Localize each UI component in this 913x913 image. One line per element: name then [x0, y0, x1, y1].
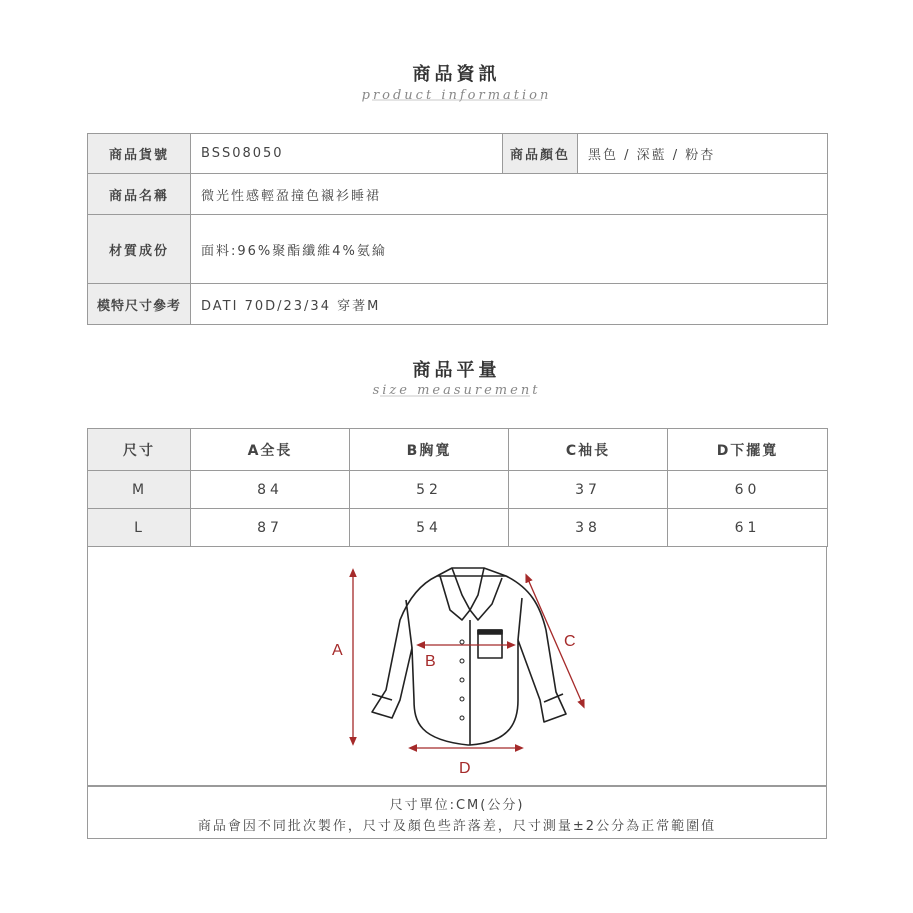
measurement-arrows: [353, 572, 583, 748]
info-section-title: 商品資訊: [412, 64, 501, 85]
size-cell: 54: [350, 509, 509, 547]
button: [460, 640, 464, 644]
size-section-subtitle: size measurement: [372, 383, 541, 398]
label-b: B: [425, 653, 436, 670]
notes-box: [87, 786, 827, 839]
shirt-body: [372, 576, 566, 745]
button: [460, 678, 464, 682]
material-value: 面料:96%聚酯纖維4%氨綸: [191, 215, 828, 284]
color-value: 黑色 / 深藍 / 粉杏: [578, 134, 828, 174]
collar-top: [437, 568, 506, 576]
button: [460, 716, 464, 720]
shirt-buttons: [460, 640, 464, 720]
size-header: A全長: [191, 429, 350, 471]
size-header: C袖長: [509, 429, 668, 471]
disclaimer-note: 商品會因不同批次製作，尺寸及顏色些許落差，尺寸測量±2公分為正常範圍值: [197, 819, 717, 834]
right-sleeve-seam: [518, 598, 522, 640]
label-c: C: [564, 633, 576, 650]
measurement-labels: [332, 633, 576, 777]
model-label: 模特尺寸參考: [88, 284, 191, 325]
size-cell: 61: [668, 509, 828, 547]
info-section-subtitle: product information: [361, 88, 552, 103]
size-cell: 52: [350, 471, 509, 509]
size-header: 尺寸: [88, 429, 191, 471]
size-cell: 60: [668, 471, 828, 509]
shirt-illustration: [372, 568, 566, 745]
sku-value: BSS08050: [191, 134, 503, 174]
model-value: DATI 70D/23/34 穿著M: [191, 284, 828, 325]
size-cell: 37: [509, 471, 668, 509]
size-header: D下擺寬: [668, 429, 828, 471]
sku-label: 商品貨號: [88, 134, 191, 174]
label-a: A: [332, 642, 343, 659]
size-section-title: 商品平量: [412, 360, 501, 381]
size-cell: M: [88, 471, 191, 509]
label-d: D: [459, 760, 471, 777]
name-label: 商品名稱: [88, 174, 191, 215]
unit-note: 尺寸單位:CM(公分): [389, 798, 525, 813]
name-value: 微光性感輕盈撞色襯衫睡裙: [191, 174, 828, 215]
size-cell: 38: [509, 509, 668, 547]
material-label: 材質成份: [88, 215, 191, 284]
size-cell: L: [88, 509, 191, 547]
color-label: 商品顏色: [503, 134, 578, 174]
size-cell: 87: [191, 509, 350, 547]
size-cell: 84: [191, 471, 350, 509]
button: [460, 659, 464, 663]
collar-left: [452, 568, 470, 610]
collar-right: [470, 568, 484, 610]
left-sleeve-seam: [406, 600, 412, 648]
size-header: B胸寬: [350, 429, 509, 471]
collar-lapel: [440, 576, 502, 620]
button: [460, 697, 464, 701]
pocket-trim: [478, 630, 502, 634]
